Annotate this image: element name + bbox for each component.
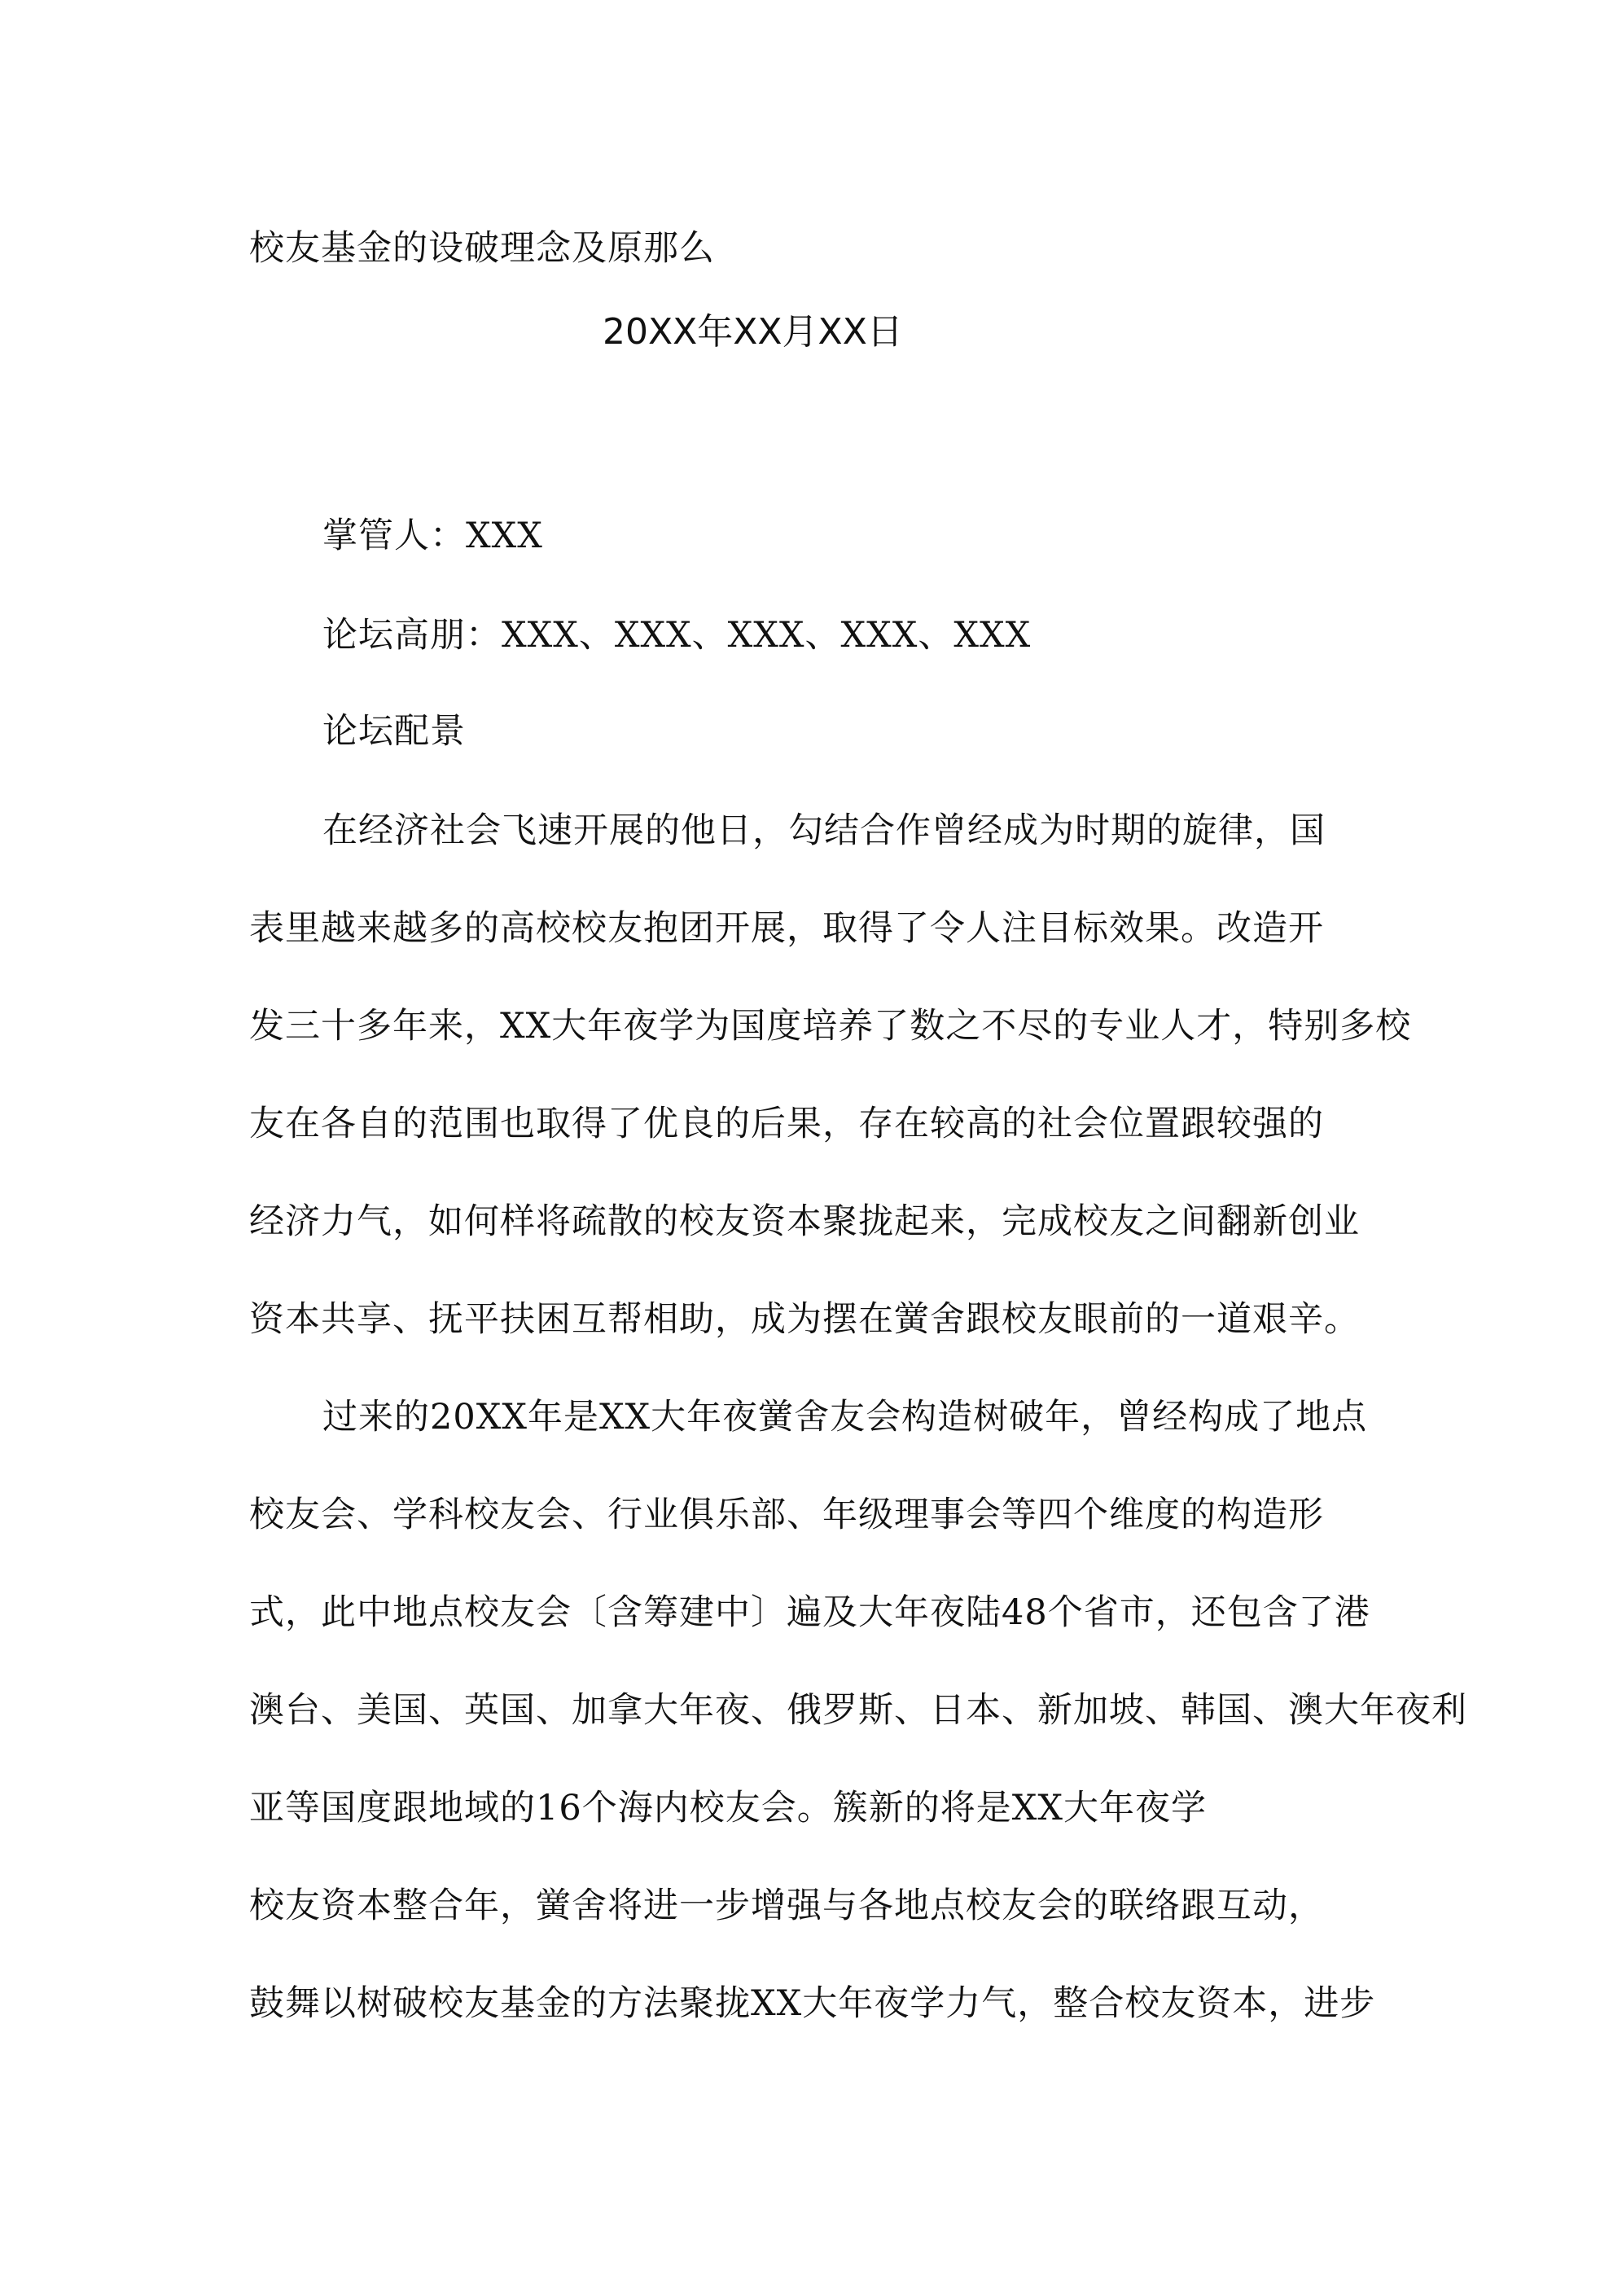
host-line: 掌管人：XXX bbox=[322, 516, 543, 556]
paragraph-1-line: 经济力气，如何样将疏散的校友资本聚拢起来，完成校友之间翻新创业 bbox=[249, 1201, 1360, 1242]
paragraph-2-line: 校友会、学科校友会、行业俱乐部、年级理事会等四个维度的构造形 bbox=[249, 1495, 1324, 1535]
document-date: 20XX年XX月XX日 bbox=[603, 311, 903, 353]
paragraph-1-line: 在经济社会飞速开展的他日，勾结合作曾经成为时期的旋律，国 bbox=[322, 810, 1326, 851]
paragraph-2-line: 校友资本整合年，黉舍将进一步增强与各地点校友会的联络跟互动， bbox=[249, 1886, 1324, 1926]
paragraph-2-line: 过来的20XX年是XX大年夜黉舍友会构造树破年，曾经构成了地点 bbox=[322, 1397, 1368, 1438]
document-title: 校友基金的设破理念及原那么 bbox=[249, 228, 715, 269]
background-heading: 论坛配景 bbox=[322, 711, 466, 752]
paragraph-2-line: 澳台、美国、英国、加拿大年夜、俄罗斯、日本、新加坡、韩国、澳大年夜利 bbox=[249, 1690, 1467, 1731]
paragraph-2-line: 式，此中地点校友会〔含筹建中〕遍及大年夜陆48个省市，还包含了港 bbox=[249, 1592, 1370, 1633]
paragraph-1-line: 发三十多年来，XX大年夜学为国度培养了数之不尽的专业人才，特别多校 bbox=[249, 1006, 1412, 1047]
paragraph-2-line: 鼓舞以树破校友基金的方法聚拢XX大年夜学力气，整合校友资本，进步 bbox=[249, 1983, 1376, 2024]
paragraph-1-line: 资本共享、抚平扶困互帮相助，成为摆在黉舍跟校友眼前的一道艰辛。 bbox=[249, 1299, 1360, 1340]
paragraph-2-line: 亚等国度跟地域的16个海内校友会。簇新的将是XX大年夜学 bbox=[249, 1788, 1207, 1828]
paragraph-1-line: 表里越来越多的高校校友抱团开展，取得了令人注目标效果。改造开 bbox=[249, 908, 1324, 949]
guests-line: 论坛高朋：XXX、XXX、XXX、XXX、XXX bbox=[322, 615, 1032, 656]
paragraph-1-line: 友在各自的范围也取得了优良的后果，存在较高的社会位置跟较强的 bbox=[249, 1104, 1324, 1144]
